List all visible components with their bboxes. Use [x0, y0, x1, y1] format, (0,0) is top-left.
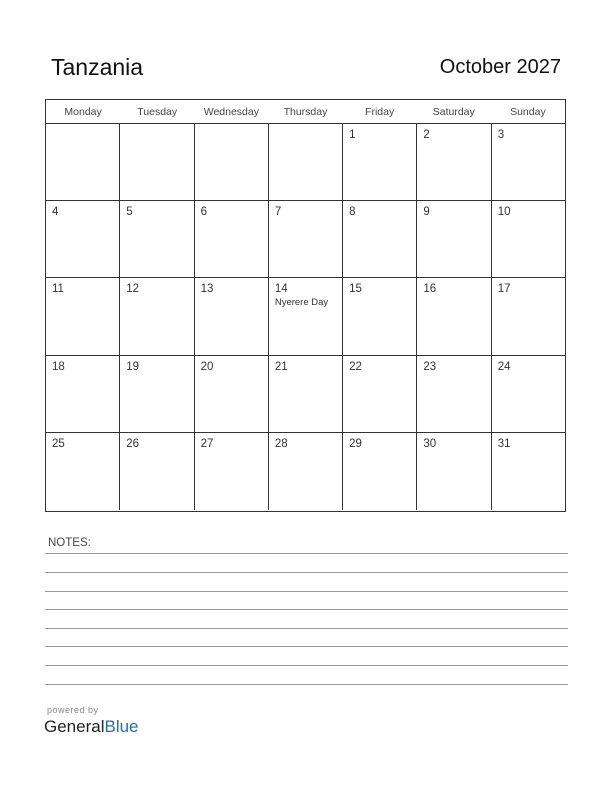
weekday-label: Tuesday — [137, 106, 178, 118]
brand-blue: Blue — [104, 717, 139, 736]
day-number: 28 — [274, 437, 288, 450]
brand-general: General — [44, 717, 105, 736]
day-cell[interactable] — [195, 433, 269, 510]
day-cell[interactable] — [492, 124, 565, 200]
day-number: 18 — [52, 360, 65, 373]
day-cell[interactable] — [195, 201, 269, 277]
day-cell[interactable] — [343, 201, 417, 277]
day-number: 8 — [349, 206, 356, 219]
day-number: 21 — [274, 360, 288, 373]
day-cell[interactable] — [120, 201, 194, 277]
day-number: 31 — [497, 437, 511, 450]
notes-label: NOTES: — [48, 537, 91, 549]
day-number: 24 — [497, 360, 511, 373]
weekday-label: Wednesday — [203, 106, 259, 118]
weekday-label: Friday — [365, 106, 395, 118]
day-cell[interactable] — [417, 433, 491, 510]
day-number: 29 — [349, 437, 362, 450]
day-number: 9 — [423, 206, 430, 219]
day-number: 11 — [52, 283, 64, 296]
day-number: 19 — [126, 360, 140, 373]
notes-line — [45, 684, 568, 685]
day-number: 25 — [52, 437, 65, 450]
week-row — [46, 124, 565, 201]
day-cell[interactable] — [269, 433, 343, 510]
day-cell[interactable] — [46, 278, 120, 354]
day-cell[interactable] — [417, 278, 491, 354]
notes-line — [45, 628, 568, 629]
day-cell[interactable] — [417, 356, 491, 432]
day-number: 6 — [200, 206, 207, 219]
day-cell[interactable] — [343, 356, 417, 432]
weekday-label: Sunday — [510, 106, 546, 118]
day-cell[interactable] — [269, 356, 343, 432]
day-number: 30 — [423, 437, 437, 450]
week-row — [46, 433, 565, 510]
day-number: 23 — [423, 360, 437, 373]
day-cell[interactable] — [492, 433, 565, 510]
day-number: 1 — [349, 129, 356, 141]
day-cell[interactable] — [195, 356, 269, 432]
day-cell[interactable] — [46, 433, 120, 510]
day-number: 26 — [126, 437, 140, 450]
day-cell[interactable] — [46, 356, 120, 432]
day-number: 13 — [200, 283, 214, 296]
day-number: 14 — [274, 283, 288, 296]
notes-line — [45, 572, 568, 573]
day-cell[interactable] — [343, 278, 417, 354]
week-row — [46, 278, 565, 355]
day-number: 12 — [126, 283, 140, 296]
week-row — [46, 356, 565, 433]
weekday-header — [46, 100, 565, 124]
day-cell — [120, 124, 194, 200]
day-cell[interactable] — [269, 278, 343, 354]
day-cell[interactable] — [120, 278, 194, 354]
country-title: Tanzania — [51, 54, 144, 80]
day-number: 15 — [349, 283, 362, 296]
day-number: 20 — [200, 360, 214, 373]
day-cell[interactable] — [46, 201, 120, 277]
weekday-label: Saturday — [432, 106, 475, 118]
day-number: 7 — [274, 206, 282, 219]
day-cell[interactable] — [417, 201, 491, 277]
day-number: 17 — [497, 283, 511, 296]
notes-line — [45, 553, 568, 554]
notes-line — [45, 609, 568, 610]
day-number: 5 — [126, 206, 133, 219]
day-cell[interactable] — [343, 433, 417, 510]
weekday-label: Monday — [64, 106, 102, 118]
day-number: 10 — [497, 206, 511, 219]
day-cell[interactable] — [195, 278, 269, 354]
calendar-grid — [45, 99, 566, 512]
day-cell[interactable] — [120, 433, 194, 510]
powered-by-text: powered by — [47, 705, 99, 715]
notes-line — [45, 591, 568, 592]
day-cell[interactable] — [120, 356, 194, 432]
generalblue-logo — [44, 717, 139, 737]
day-number: 27 — [200, 437, 214, 450]
day-cell[interactable] — [417, 124, 491, 200]
week-row — [46, 201, 565, 278]
day-cell[interactable] — [492, 278, 565, 354]
holiday-label: Nyerere Day — [274, 297, 329, 309]
day-number: 4 — [52, 206, 59, 219]
notes-line — [45, 665, 568, 666]
day-cell[interactable] — [492, 356, 565, 432]
day-cell — [46, 124, 120, 200]
day-number: 22 — [349, 360, 362, 373]
day-number: 16 — [423, 283, 437, 296]
day-cell[interactable] — [343, 124, 417, 200]
day-number: 3 — [497, 129, 505, 141]
weekday-label: Thursday — [283, 106, 328, 118]
day-cell[interactable] — [269, 201, 343, 277]
month-title: October 2027 — [439, 56, 561, 78]
day-cell — [195, 124, 269, 200]
day-number: 2 — [423, 129, 430, 141]
notes-line — [45, 646, 568, 647]
day-cell[interactable] — [492, 201, 565, 277]
day-cell — [269, 124, 343, 200]
